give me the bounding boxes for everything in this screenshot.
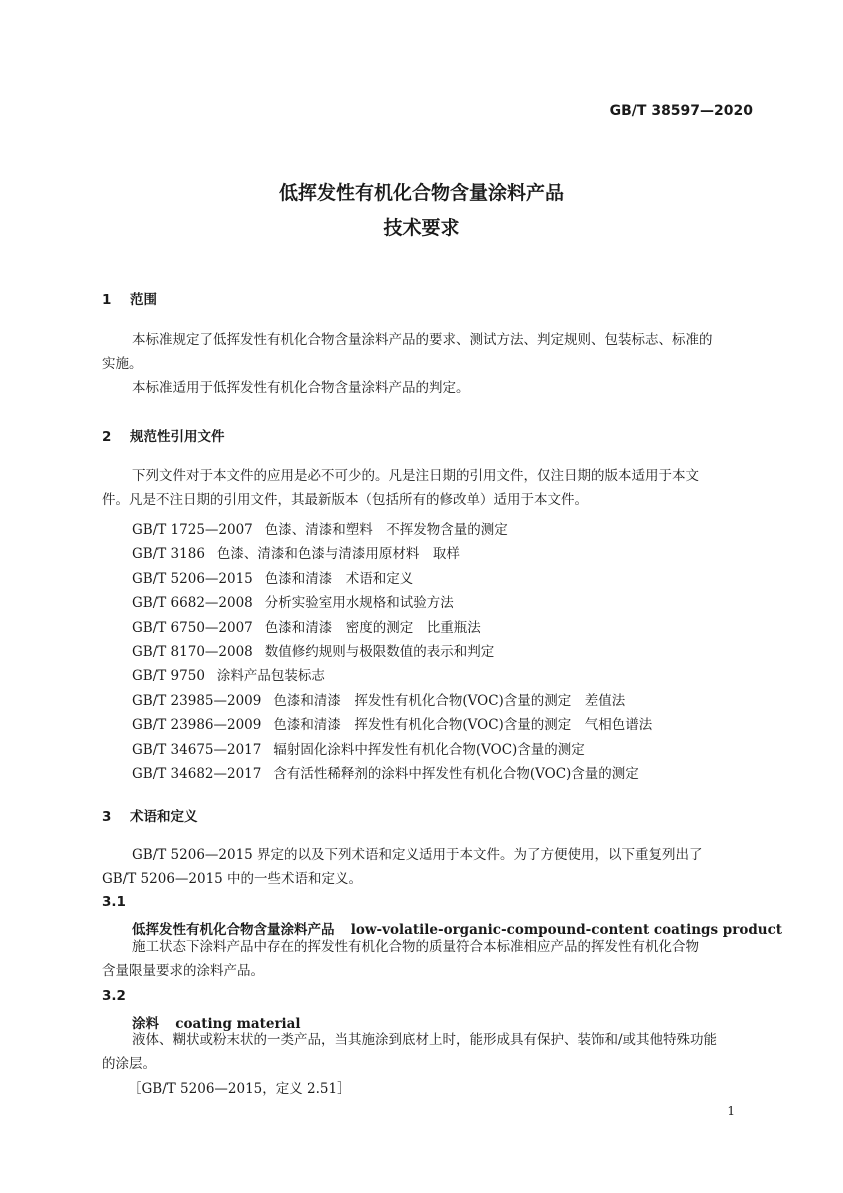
doc-title-line2: 技术要求 (383, 217, 460, 239)
reference-code: GB/T 9750 (132, 668, 205, 685)
term-3-1-def-a: 施工状态下涂料产品中存在的挥发性有机化合物的质量符合本标准相应产品的挥发性有机化合物 (132, 939, 699, 955)
reference-code: GB/T 34675—2017 (132, 741, 262, 758)
reference-title: 辐射固化涂料中挥发性有机化合物(VOC)含量的测定 (273, 741, 585, 758)
term-3-1-def-b: 含量限量要求的涂料产品。 (102, 963, 264, 979)
section-number: 1 (102, 292, 112, 308)
section-3-heading (102, 805, 198, 825)
term-3-2-source: ［GB/T 5206—2015，定义 2.51］ (128, 1081, 351, 1097)
reference-code: GB/T 8170—2008 (132, 644, 253, 660)
term-3-1-en: low-volatile-organic-compound-content coatings product (350, 922, 783, 938)
sec3-paragraph-1a: GB/T 5206—2015 界定的以及下列术语和定义适用于本文件。为了方便使用，以下重复列出了 (132, 847, 703, 863)
reference-code: GB/T 3186 (132, 546, 205, 563)
reference-code: GB/T 5206—2015 (132, 570, 253, 587)
section-title: 规范性引用文件 (130, 429, 225, 445)
doc-title-line1: 低挥发性有机化合物含量涂料产品 (278, 182, 564, 204)
term-3-2-def-a: 液体、糊状或粉末状的一类产品，当其施涂到底材上时，能形成具有保护、装饰和/或其他特殊功能 (132, 1032, 718, 1048)
reference-title: 含有活性稀释剂的涂料中挥发性有机化合物(VOC)含量的测定 (273, 766, 639, 782)
sec1-paragraph-2: 本标准适用于低挥发性有机化合物含量涂料产品的判定。 (132, 380, 470, 396)
reference-code: GB/T 34682—2017 (132, 766, 262, 782)
reference-code: GB/T 23985—2009 (132, 692, 262, 709)
reference-title: 色漆和清漆 术语和定义 (264, 570, 414, 587)
term-3-2-cn: 涂料 (132, 1016, 159, 1032)
reference-title: 色漆和清漆 挥发性有机化合物(VOC)含量的测定 气相色谱法 (273, 717, 653, 734)
section-title: 术语和定义 (130, 809, 198, 825)
section-number: 3 (102, 809, 112, 825)
section-1-heading (102, 288, 157, 308)
reference-item (132, 664, 325, 684)
term-3-1-cn: 低挥发性有机化合物含量涂料产品 (132, 922, 335, 938)
term-3-1-number: 3.1 (102, 894, 126, 910)
reference-title: 色漆、清漆和色漆与清漆用原材料 取样 (216, 546, 460, 563)
reference-item (132, 713, 652, 733)
section-number: 2 (102, 429, 112, 445)
reference-item (132, 518, 508, 538)
reference-item (132, 640, 494, 660)
sec2-paragraph-1a: 下列文件对于本文件的应用是必不可少的。凡是注日期的引用文件，仅注日期的版本适用于本文 (132, 468, 699, 484)
reference-code: GB/T 6682—2008 (132, 595, 253, 612)
reference-title: 色漆和清漆 密度的测定 比重瓶法 (264, 619, 481, 636)
reference-title: 涂料产品包装标志 (216, 668, 325, 685)
term-3-2-number: 3.2 (102, 988, 126, 1004)
sec3-paragraph-1b: GB/T 5206—2015 中的一些术语和定义。 (102, 871, 363, 887)
reference-item (132, 762, 639, 782)
section-2-heading (102, 425, 225, 445)
sec1-paragraph-1a: 本标准规定了低挥发性有机化合物含量涂料产品的要求、测试方法、判定规则、包装标志、标准的 (132, 332, 713, 348)
reference-code: GB/T 23986—2009 (132, 717, 262, 734)
section-title: 范围 (130, 292, 157, 308)
reference-title: 分析实验室用水规格和试验方法 (264, 595, 454, 612)
page-number: 1 (727, 1104, 735, 1118)
standard-code: GB/T 38597—2020 (609, 103, 753, 119)
reference-title: 数值修约规则与极限数值的表示和判定 (264, 644, 495, 660)
reference-item (132, 616, 481, 636)
reference-item (132, 689, 625, 709)
reference-item (132, 542, 460, 562)
sec1-paragraph-1b: 实施。 (102, 356, 143, 372)
reference-title: 色漆、清漆和塑料 不挥发物含量的测定 (264, 522, 508, 538)
term-3-2-en: coating material (175, 1016, 301, 1032)
reference-item (132, 591, 454, 611)
reference-item (132, 567, 413, 587)
term-3-2-def-b: 的涂层。 (102, 1056, 156, 1072)
reference-code: GB/T 1725—2007 (132, 522, 253, 538)
reference-item (132, 738, 585, 758)
reference-code: GB/T 6750—2007 (132, 619, 253, 636)
sec2-paragraph-1b: 件。凡是不注日期的引用文件，其最新版本（包括所有的修改单）适用于本文件。 (102, 492, 588, 508)
reference-title: 色漆和清漆 挥发性有机化合物(VOC)含量的测定 差值法 (273, 692, 626, 709)
